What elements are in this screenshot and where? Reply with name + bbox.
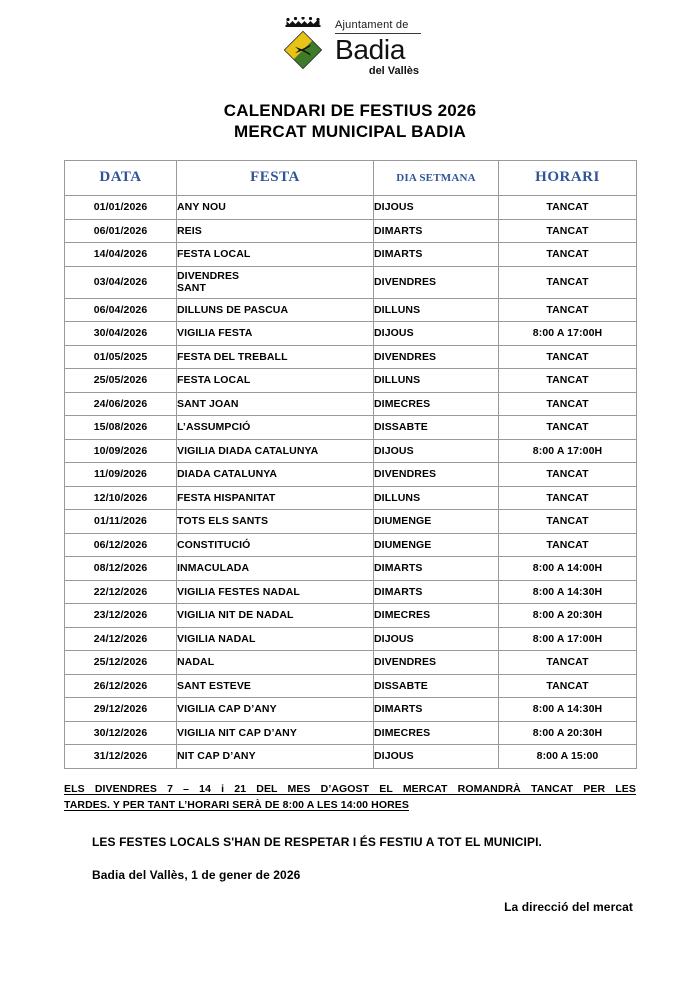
place-and-date: Badia del Vallès, 1 de gener de 2026 xyxy=(92,867,301,882)
cell-festa: CONSTITUCIÓ xyxy=(177,533,374,557)
cell-festa: L’ASSUMPCIÓ xyxy=(177,416,374,440)
emblem-column xyxy=(279,17,327,70)
cell-dia-setmana: DIMARTS xyxy=(374,219,499,243)
cell-horari: TANCAT xyxy=(499,369,637,393)
cell-horari: TANCAT xyxy=(499,510,637,534)
letterhead-logo xyxy=(0,0,700,78)
cell-dia-setmana: DIMARTS xyxy=(374,243,499,267)
cell-horari: 8:00 A 14:30H xyxy=(499,698,637,722)
august-schedule-note-line1: ELS DIVENDRES 7 – 14 i 21 DEL MES D’AGOST EL MERCAT ROMANDRÀ TANCAT PER LES xyxy=(64,782,636,795)
city-name: Badia xyxy=(335,34,406,65)
cell-festa: INMACULADA xyxy=(177,557,374,581)
cell-data: 06/01/2026 xyxy=(65,219,177,243)
table-row xyxy=(65,345,637,369)
cell-horari: TANCAT xyxy=(499,416,637,440)
table-row xyxy=(65,463,637,487)
table-row xyxy=(65,698,637,722)
cell-horari: 8:00 A 15:00 xyxy=(499,745,637,769)
crown-icon xyxy=(285,17,321,28)
cell-data: 01/05/2025 xyxy=(65,345,177,369)
table-row xyxy=(65,298,637,322)
badia-shield-icon xyxy=(283,30,323,70)
table-row xyxy=(65,745,637,769)
cell-festa: SANT ESTEVE xyxy=(177,674,374,698)
cell-data: 01/01/2026 xyxy=(65,196,177,220)
cell-dia-setmana: DIMECRES xyxy=(374,392,499,416)
cell-dia-setmana: DIJOUS xyxy=(374,745,499,769)
cell-horari: 8:00 A 20:30H xyxy=(499,604,637,628)
cell-data: 23/12/2026 xyxy=(65,604,177,628)
page-title xyxy=(0,100,700,142)
cell-horari: 8:00 A 20:30H xyxy=(499,721,637,745)
cell-data: 10/09/2026 xyxy=(65,439,177,463)
holiday-table-wrapper xyxy=(64,160,636,769)
cell-data: 06/04/2026 xyxy=(65,298,177,322)
cell-horari: TANCAT xyxy=(499,298,637,322)
cell-festa: VIGILIA FESTA xyxy=(177,322,374,346)
cell-data: 22/12/2026 xyxy=(65,580,177,604)
cell-dia-setmana: DIJOUS xyxy=(374,196,499,220)
cell-festa: SANT JOAN xyxy=(177,392,374,416)
cell-festa: VIGILIA CAP D’ANY xyxy=(177,698,374,722)
table-row xyxy=(65,369,637,393)
cell-festa: ANY NOU xyxy=(177,196,374,220)
cell-dia-setmana: DIVENDRES xyxy=(374,463,499,487)
table-row xyxy=(65,721,637,745)
logo-inner xyxy=(279,17,421,78)
cell-festa: NADAL xyxy=(177,651,374,675)
cell-horari: 8:00 A 14:00H xyxy=(499,557,637,581)
table-row xyxy=(65,580,637,604)
table-body xyxy=(65,196,637,769)
table-row xyxy=(65,392,637,416)
cell-festa: DIADA CATALUNYA xyxy=(177,463,374,487)
local-holidays-note: LES FESTES LOCALS S'HAN DE RESPETAR I ÉS FESTIU A TOT EL MUNICIPI. xyxy=(92,834,542,849)
page-title-line1: CALENDARI DE FESTIUS 2026 xyxy=(223,101,477,120)
cell-horari: TANCAT xyxy=(499,219,637,243)
cell-horari: TANCAT xyxy=(499,196,637,220)
table-row xyxy=(65,604,637,628)
cell-horari: TANCAT xyxy=(499,392,637,416)
cell-dia-setmana: DIMARTS xyxy=(374,698,499,722)
cell-horari: 8:00 A 14:30H xyxy=(499,580,637,604)
table-row xyxy=(65,196,637,220)
column-header-festa: FESTA xyxy=(177,161,374,196)
cell-festa: FESTA HISPANITAT xyxy=(177,486,374,510)
cell-dia-setmana: DISSABTE xyxy=(374,674,499,698)
cell-horari: TANCAT xyxy=(499,266,637,298)
signature-line: La direcció del mercat xyxy=(504,899,633,914)
cell-data: 24/06/2026 xyxy=(65,392,177,416)
table-row xyxy=(65,439,637,463)
table-row xyxy=(65,627,637,651)
cell-festa: VIGILIA NIT DE NADAL xyxy=(177,604,374,628)
cell-festa xyxy=(177,266,374,298)
cell-data: 25/12/2026 xyxy=(65,651,177,675)
cell-data: 29/12/2026 xyxy=(65,698,177,722)
cell-data: 30/04/2026 xyxy=(65,322,177,346)
cell-data: 24/12/2026 xyxy=(65,627,177,651)
cell-data: 11/09/2026 xyxy=(65,463,177,487)
region-name: del Vallès xyxy=(368,65,419,77)
cell-dia-setmana: DIUMENGE xyxy=(374,533,499,557)
table-row xyxy=(65,533,637,557)
column-header-dia-setmana: DIA SETMANA xyxy=(374,161,499,196)
cell-festa: NIT CAP D’ANY xyxy=(177,745,374,769)
cell-festa: FESTA LOCAL xyxy=(177,369,374,393)
wordmark-column xyxy=(335,17,421,78)
cell-horari: TANCAT xyxy=(499,533,637,557)
table-row xyxy=(65,651,637,675)
cell-dia-setmana: DIJOUS xyxy=(374,439,499,463)
page-title-line2: MERCAT MUNICIPAL BADIA xyxy=(234,122,466,141)
cell-festa: FESTA LOCAL xyxy=(177,243,374,267)
holiday-calendar-table xyxy=(64,160,637,769)
cell-data: 30/12/2026 xyxy=(65,721,177,745)
cell-dia-setmana: DIJOUS xyxy=(374,627,499,651)
cell-dia-setmana: DILLUNS xyxy=(374,298,499,322)
cell-data: 12/10/2026 xyxy=(65,486,177,510)
cell-dia-setmana: DISSABTE xyxy=(374,416,499,440)
table-row xyxy=(65,243,637,267)
cell-dia-setmana: DIVENDRES xyxy=(374,651,499,675)
cell-dia-setmana: DIVENDRES xyxy=(374,266,499,298)
table-row xyxy=(65,557,637,581)
cell-dia-setmana: DIJOUS xyxy=(374,322,499,346)
cell-horari: 8:00 A 17:00H xyxy=(499,439,637,463)
cell-dia-setmana: DIMARTS xyxy=(374,557,499,581)
cell-horari: TANCAT xyxy=(499,486,637,510)
cell-dia-setmana: DIVENDRES xyxy=(374,345,499,369)
ajuntament-label: Ajuntament de xyxy=(335,19,409,31)
table-row xyxy=(65,416,637,440)
table-header xyxy=(65,161,637,196)
cell-festa: FESTA DEL TREBALL xyxy=(177,345,374,369)
cell-horari: TANCAT xyxy=(499,674,637,698)
cell-data: 26/12/2026 xyxy=(65,674,177,698)
cell-dia-setmana: DIMECRES xyxy=(374,721,499,745)
cell-data: 01/11/2026 xyxy=(65,510,177,534)
cell-horari: TANCAT xyxy=(499,463,637,487)
cell-dia-setmana: DIMECRES xyxy=(374,604,499,628)
cell-dia-setmana: DILLUNS xyxy=(374,369,499,393)
table-row xyxy=(65,219,637,243)
cell-horari: TANCAT xyxy=(499,651,637,675)
cell-data: 15/08/2026 xyxy=(65,416,177,440)
cell-festa: VIGILIA NADAL xyxy=(177,627,374,651)
column-header-data: DATA xyxy=(65,161,177,196)
cell-horari: TANCAT xyxy=(499,345,637,369)
cell-data: 08/12/2026 xyxy=(65,557,177,581)
footer-notes xyxy=(64,781,636,914)
cell-data: 25/05/2026 xyxy=(65,369,177,393)
table-row xyxy=(65,322,637,346)
cell-festa: REIS xyxy=(177,219,374,243)
cell-data: 31/12/2026 xyxy=(65,745,177,769)
august-schedule-note xyxy=(64,781,636,813)
cell-horari: 8:00 A 17:00H xyxy=(499,322,637,346)
table-row xyxy=(65,510,637,534)
cell-dia-setmana: DIUMENGE xyxy=(374,510,499,534)
cell-festa: VIGILIA NIT CAP D’ANY xyxy=(177,721,374,745)
cell-horari: 8:00 A 17:00H xyxy=(499,627,637,651)
cell-data: 03/04/2026 xyxy=(65,266,177,298)
cell-festa: TOTS ELS SANTS xyxy=(177,510,374,534)
cell-horari: TANCAT xyxy=(499,243,637,267)
cell-festa-line2: SANT xyxy=(177,282,206,294)
table-row xyxy=(65,486,637,510)
august-schedule-note-line2: TARDES. Y PER TANT L’HORARI SERÀ DE 8:00 A LES 14:00 HORES xyxy=(64,798,409,811)
column-header-horari: HORARI xyxy=(499,161,637,196)
cell-festa: VIGILIA FESTES NADAL xyxy=(177,580,374,604)
cell-dia-setmana: DILLUNS xyxy=(374,486,499,510)
cell-festa: VIGILIA DIADA CATALUNYA xyxy=(177,439,374,463)
cell-data: 14/04/2026 xyxy=(65,243,177,267)
table-header-row xyxy=(65,161,637,196)
cell-festa-line1: DIVENDRES xyxy=(177,270,240,282)
cell-festa: DILLUNS DE PASCUA xyxy=(177,298,374,322)
table-row xyxy=(65,266,637,298)
cell-dia-setmana: DIMARTS xyxy=(374,580,499,604)
cell-data: 06/12/2026 xyxy=(65,533,177,557)
table-row xyxy=(65,674,637,698)
